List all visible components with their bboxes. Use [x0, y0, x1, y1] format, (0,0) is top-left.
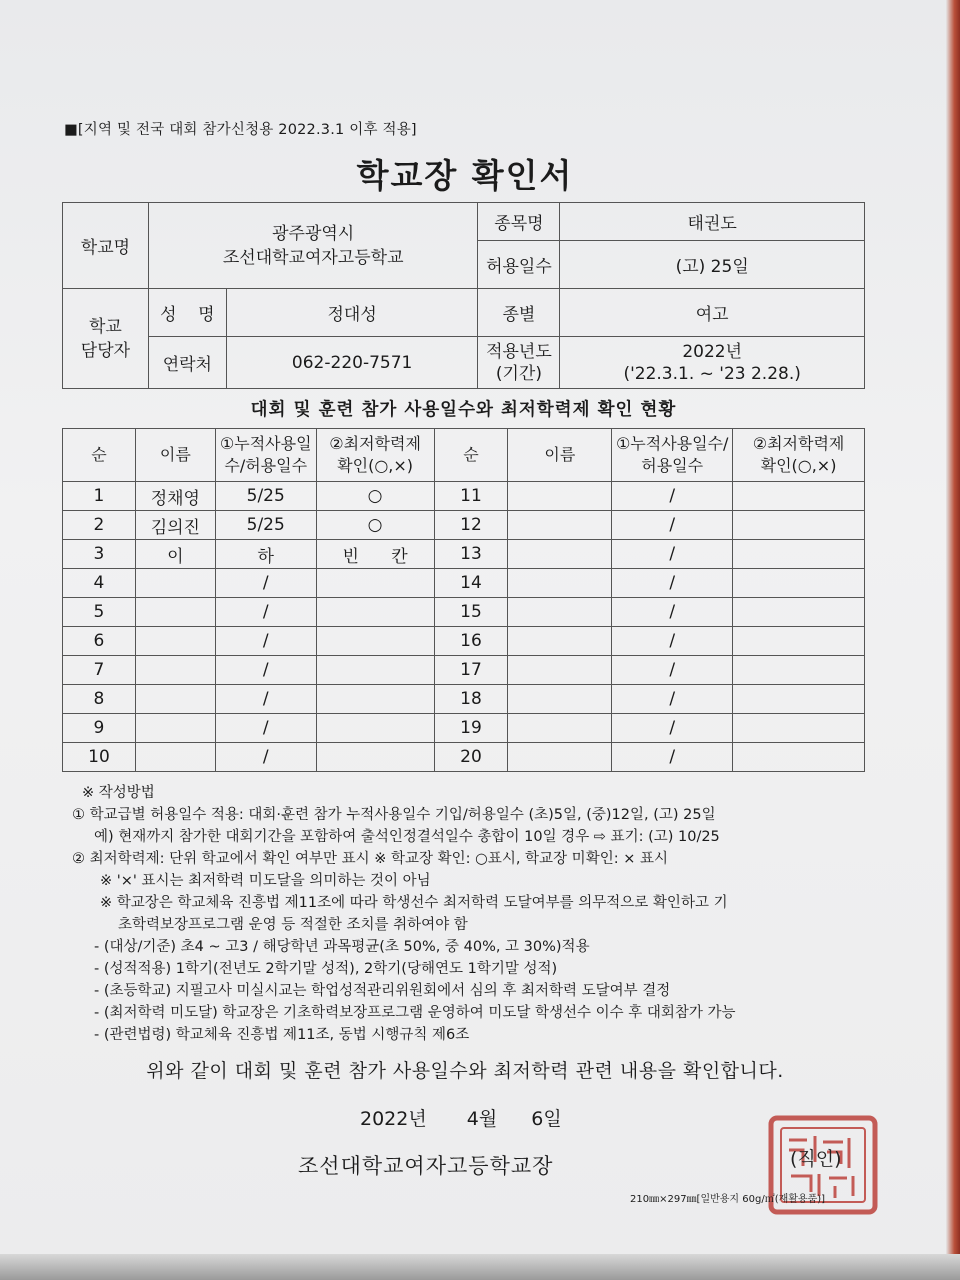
- row-academic-right: [733, 685, 865, 714]
- row-name-right: [508, 569, 612, 598]
- row-no-right: 13: [434, 540, 508, 569]
- date-year: 2022년: [360, 1108, 427, 1130]
- participant-rows: [63, 482, 865, 772]
- row-name-right: [508, 540, 612, 569]
- date-month: 4월: [466, 1108, 498, 1130]
- table-row: [63, 714, 865, 743]
- row-name-left: [135, 685, 215, 714]
- row-no-right: 11: [434, 482, 508, 511]
- table-row: [63, 540, 865, 569]
- row-academic-right: [733, 540, 865, 569]
- row-no-right: 20: [434, 743, 508, 772]
- note-2: ② 최저학력제: 단위 학교에서 확인 여부만 표시 ※ 학교장 확인: ○표시, 학교장 미확인: × 표시: [72, 851, 668, 867]
- info-table: [62, 202, 865, 389]
- col-days-left: [215, 429, 316, 482]
- detail-1: - (대상/기준) 초4 ~ 고3 / 해당학년 과목평균(초 50%, 중 40%, 고 30%)적용: [94, 939, 590, 955]
- instructions: [72, 782, 872, 1046]
- row-days-right: /: [612, 714, 733, 743]
- year-label-line1: 적용년도: [486, 341, 552, 362]
- row-name-right: [508, 685, 612, 714]
- table-row: [63, 569, 865, 598]
- row-academic-left: [316, 569, 434, 598]
- name-value: 정대성: [226, 289, 478, 337]
- row-academic-right: [733, 627, 865, 656]
- col-academic-right-line2: 확인(○,×): [760, 456, 837, 475]
- gender-value: 여고: [560, 289, 865, 337]
- row-academic-right: [733, 714, 865, 743]
- row-no-left: 7: [63, 656, 136, 685]
- col-academic-left-line2: 확인(○,×): [337, 456, 414, 475]
- row-name-right: [508, 511, 612, 540]
- year-label-line2: (기간): [495, 363, 542, 384]
- row-no-right: 17: [434, 656, 508, 685]
- col-academic-right: [733, 429, 865, 482]
- row-no-left: 10: [63, 743, 136, 772]
- allowed-days-label: 허용일수: [478, 241, 560, 289]
- date-day: 6일: [531, 1108, 562, 1130]
- row-no-left: 8: [63, 685, 136, 714]
- paper-edge-right: [946, 0, 960, 1280]
- row-no-right: 18: [434, 685, 508, 714]
- note-3: ※ '×' 표시는 최저학력 미도달을 의미하는 것이 아님: [100, 873, 431, 889]
- col-name-left: 이름: [135, 429, 215, 482]
- row-no-left: 9: [63, 714, 136, 743]
- contact-label: 연락처: [148, 337, 226, 389]
- row-no-left: 3: [63, 540, 136, 569]
- row-days-left: /: [215, 598, 316, 627]
- row-days-right: /: [612, 685, 733, 714]
- row-name-right: [508, 714, 612, 743]
- table-row: [63, 656, 865, 685]
- row-days-right: /: [612, 540, 733, 569]
- confirmation-statement: 위와 같이 대회 및 훈련 참가 사용일수와 최저학력 관련 내용을 확인합니다.: [146, 1060, 784, 1082]
- year-value-line1: 2022년: [682, 341, 743, 362]
- school-name: [148, 203, 478, 289]
- event-label: 종목명: [478, 203, 560, 241]
- row-academic-right: [733, 511, 865, 540]
- year-value-line2: ('22.3.1. ~ '23 2.28.): [623, 363, 801, 384]
- row-days-right: /: [612, 627, 733, 656]
- detail-5: - (관련법령) 학교체육 진흥법 제11조, 동법 시행규칙 제6조: [94, 1027, 470, 1043]
- col-no-left: 순: [63, 429, 136, 482]
- row-academic-right: [733, 743, 865, 772]
- row-name-right: [508, 598, 612, 627]
- col-days-left-line2: 수/허용일수: [224, 456, 308, 475]
- row-no-left: 4: [63, 569, 136, 598]
- row-days-left: /: [215, 656, 316, 685]
- row-academic-left: [316, 714, 434, 743]
- row-name-left: [135, 598, 215, 627]
- table-row: [63, 511, 865, 540]
- contact-value: 062-220-7571: [226, 337, 478, 389]
- row-name-left: [135, 714, 215, 743]
- header-note: ■[지역 및 전국 대회 참가신청용 2022.3.1 이후 적용]: [64, 122, 417, 138]
- row-no-left: 5: [63, 598, 136, 627]
- row-name-left: 김의진: [135, 511, 215, 540]
- detail-3: - (초등학교) 지필고사 미실시교는 학업성적관리위원회에서 심의 후 최저학력 도달여부 결정: [94, 983, 671, 999]
- row-name-right: [508, 743, 612, 772]
- row-days-left: /: [215, 685, 316, 714]
- row-academic-left: [316, 598, 434, 627]
- principal-name: 조선대학교여자고등학교장: [298, 1154, 554, 1178]
- row-no-right: 19: [434, 714, 508, 743]
- paper-spec: 210㎜×297㎜[일반용지 60g/㎡(재활용품)]: [630, 1194, 826, 1205]
- row-days-right: /: [612, 598, 733, 627]
- school-label: 학교명: [63, 203, 149, 289]
- row-name-left: [135, 569, 215, 598]
- year-label: [478, 337, 560, 389]
- row-name-left: [135, 743, 215, 772]
- col-name-right: 이름: [508, 429, 612, 482]
- row-academic-left: [316, 743, 434, 772]
- row-no-left: 6: [63, 627, 136, 656]
- detail-2: - (성적적용) 1학기(전년도 2학기말 성적), 2학기(당해연도 1학기말 성적): [94, 961, 558, 977]
- row-name-right: [508, 656, 612, 685]
- issue-date: [360, 1104, 562, 1131]
- row-no-left: 1: [63, 482, 136, 511]
- row-days-left: 5/25: [215, 482, 316, 511]
- row-no-right: 12: [434, 511, 508, 540]
- row-academic-left: [316, 656, 434, 685]
- table-row: [63, 743, 865, 772]
- col-days-right-line1: ①누적사용일수/: [615, 434, 729, 453]
- col-academic-left-line1: ②최저학력제: [329, 434, 421, 453]
- row-no-right: 16: [434, 627, 508, 656]
- status-title: 대회 및 훈련 참가 사용일수와 최저학력제 확인 현황: [250, 400, 677, 420]
- row-days-right: /: [612, 743, 733, 772]
- row-no-left: 2: [63, 511, 136, 540]
- school-name-line2: 조선대학교여자고등학교: [222, 247, 404, 268]
- row-academic-left: [316, 685, 434, 714]
- row-days-left: /: [215, 569, 316, 598]
- row-name-left: [135, 627, 215, 656]
- col-no-right: 순: [434, 429, 508, 482]
- note-4b: 초학력보장프로그램 운영 등 적절한 조치를 취하여야 함: [118, 917, 468, 933]
- row-academic-right: [733, 569, 865, 598]
- row-days-left: 하: [215, 540, 316, 569]
- col-days-right-line2: 허용일수: [641, 456, 704, 475]
- row-days-right: /: [612, 656, 733, 685]
- detail-4: - (최저학력 미도달) 학교장은 기초학력보장프로그램 운영하여 미도달 학생선수 이수 후 대회참가 가능: [94, 1005, 736, 1021]
- row-days-left: 5/25: [215, 511, 316, 540]
- participant-table: [62, 428, 865, 772]
- allowed-days-value: (고) 25일: [560, 241, 865, 289]
- row-no-right: 15: [434, 598, 508, 627]
- table-row: [63, 685, 865, 714]
- paper-edge-bottom: [0, 1254, 960, 1280]
- col-academic-left: [316, 429, 434, 482]
- manager-label-line2: 담당자: [80, 340, 131, 361]
- table-row: [63, 482, 865, 511]
- note-1a: ① 학교급별 허용일수 적용: 대회·훈련 참가 누적사용일수 기입/허용일수 (초)5일, (중)12일, (고) 25일: [72, 807, 716, 823]
- note-4a: ※ 학교장은 학교체육 진흥법 제11조에 따라 학생선수 최저학력 도달여부를 의무적으로 확인하고 기: [100, 895, 728, 911]
- row-academic-left: [316, 627, 434, 656]
- page-title: 학교장 확인서: [356, 156, 574, 195]
- row-name-left: 이: [135, 540, 215, 569]
- notes-heading: ※ 작성방법: [82, 785, 155, 801]
- row-days-right: /: [612, 511, 733, 540]
- table-row: [63, 627, 865, 656]
- row-days-left: /: [215, 743, 316, 772]
- row-no-right: 14: [434, 569, 508, 598]
- col-academic-right-line1: ②최저학력제: [752, 434, 845, 453]
- event-value: 태권도: [560, 203, 865, 241]
- row-days-left: /: [215, 627, 316, 656]
- row-name-left: 정채영: [135, 482, 215, 511]
- manager-label: [63, 289, 149, 389]
- row-academic-left: ○: [316, 482, 434, 511]
- table-row: [63, 598, 865, 627]
- row-name-right: [508, 627, 612, 656]
- gender-label: 종별: [478, 289, 560, 337]
- row-academic-left: ○: [316, 511, 434, 540]
- row-days-left: /: [215, 714, 316, 743]
- row-academic-right: [733, 656, 865, 685]
- row-academic-left: 빈 칸: [316, 540, 434, 569]
- school-name-line1: 광주광역시: [272, 223, 355, 244]
- manager-label-line1: 학교: [89, 316, 122, 337]
- row-name-right: [508, 482, 612, 511]
- name-label: 성 명: [148, 289, 226, 337]
- row-name-left: [135, 656, 215, 685]
- row-academic-right: [733, 598, 865, 627]
- row-days-right: /: [612, 569, 733, 598]
- row-academic-right: [733, 482, 865, 511]
- col-days-left-line1: ①누적사용일: [219, 434, 312, 453]
- row-days-right: /: [612, 482, 733, 511]
- col-days-right: [612, 429, 733, 482]
- note-1b: 예) 현재까지 참가한 대회기간을 포함하여 출석인정결석일수 총합이 10일 경우 ⇨ 표기: (고) 10/25: [94, 829, 720, 845]
- seal-label: (직인): [790, 1148, 842, 1170]
- year-value: [560, 337, 865, 389]
